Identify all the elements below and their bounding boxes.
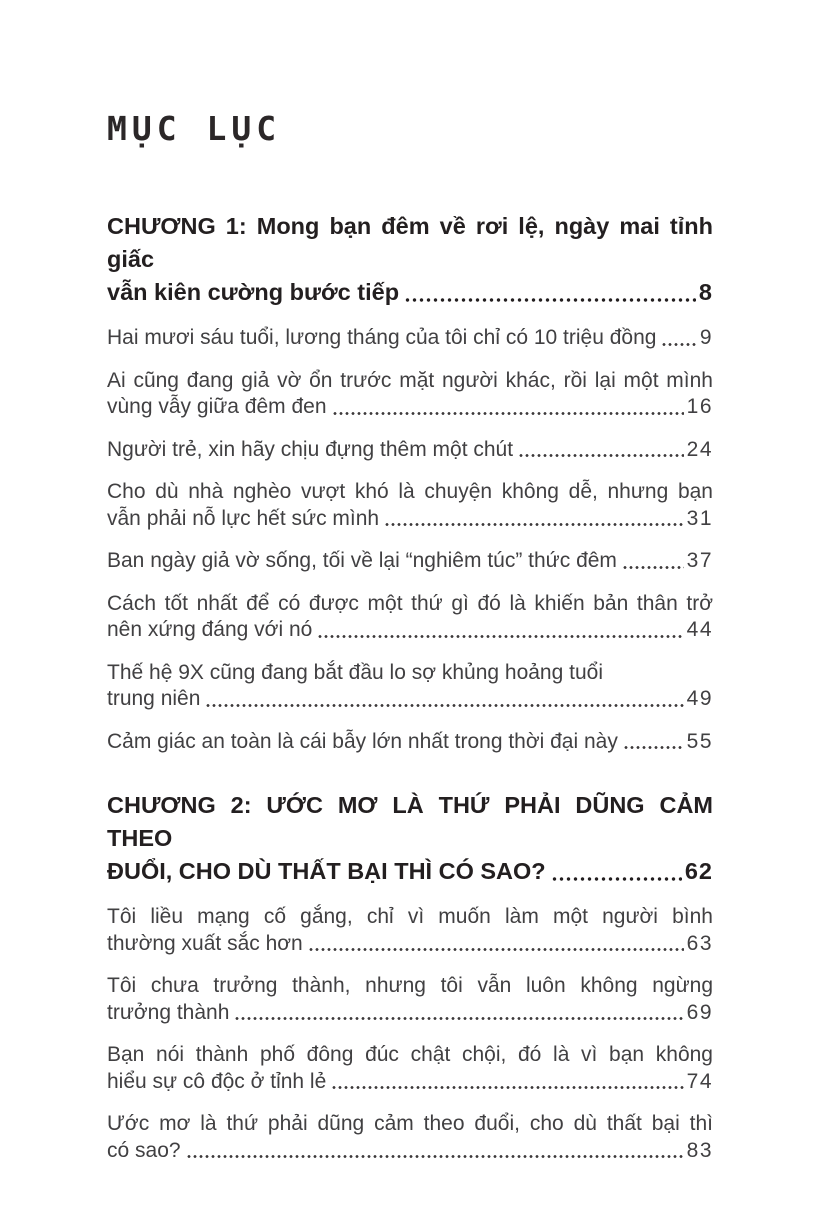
entry-lastline bbox=[107, 1138, 713, 1165]
entry-title: hiểu sự cô độc ở tỉnh lẻ bbox=[107, 1069, 327, 1093]
chapter-heading-line1: CHƯƠNG 1: Mong bạn đêm về rơi lệ, ngày mai tỉnh giấc bbox=[107, 213, 713, 272]
entry-page-number: 31 bbox=[686, 506, 713, 530]
chapter-heading-lastline bbox=[107, 855, 713, 888]
entry-lastline bbox=[107, 729, 713, 756]
entry-title-line: Tôi liều mạng cố gắng, chỉ vì muốn làm một người bình bbox=[107, 905, 713, 928]
entry-lastline bbox=[107, 617, 713, 644]
chapter-heading bbox=[107, 210, 713, 309]
entry-title-wrapped-lines bbox=[107, 904, 713, 931]
entry-page-number: 49 bbox=[686, 687, 713, 710]
chapter-page-number: 8 bbox=[698, 279, 713, 305]
dot-leader bbox=[317, 633, 683, 640]
chapter-page-number: 62 bbox=[684, 858, 713, 884]
entry-lastline bbox=[107, 1000, 713, 1027]
entry-title: có sao? bbox=[107, 1138, 181, 1162]
toc-entry bbox=[107, 591, 713, 644]
dot-leader bbox=[661, 341, 696, 348]
entry-title: Cảm giác an toàn là cái bẫy lớn nhất trong thời đại này bbox=[107, 729, 618, 753]
chapter-heading bbox=[107, 789, 713, 888]
entry-lastline bbox=[107, 437, 713, 464]
toc-sections bbox=[107, 210, 713, 1164]
dot-leader bbox=[623, 744, 684, 751]
toc-entry bbox=[107, 479, 713, 532]
toc-entry bbox=[107, 660, 713, 713]
entry-title: trung niên bbox=[107, 687, 201, 710]
entry-lastline bbox=[107, 931, 713, 958]
entry-lastline bbox=[107, 506, 713, 533]
toc-entry bbox=[107, 368, 713, 421]
toc-entry bbox=[107, 729, 713, 756]
entry-title-wrapped-lines bbox=[107, 660, 713, 687]
entry-page-number: 37 bbox=[686, 549, 713, 572]
toc-entry bbox=[107, 904, 713, 957]
toc-entry bbox=[107, 973, 713, 1026]
chapter-heading-text: ĐUỔI, CHO DÙ THẤT BẠI THÌ CÓ SAO? bbox=[107, 858, 546, 884]
entry-lastline bbox=[107, 686, 713, 713]
dot-leader bbox=[551, 875, 682, 883]
entry-page-number: 44 bbox=[686, 618, 713, 641]
entry-page-number: 74 bbox=[686, 1069, 713, 1093]
chapter-heading-line1: CHƯƠNG 2: ƯỚC MƠ LÀ THỨ PHẢI DŨNG CẢM THEO bbox=[107, 792, 713, 851]
entry-title-line: Tôi chưa trưởng thành, nhưng tôi vẫn luôn không ngừng bbox=[107, 974, 713, 997]
entry-page-number: 24 bbox=[686, 437, 713, 461]
entry-title: vẫn phải nỗ lực hết sức mình bbox=[107, 506, 380, 530]
entry-page-number: 83 bbox=[686, 1138, 713, 1162]
dot-leader bbox=[622, 564, 684, 571]
dot-leader bbox=[404, 296, 696, 304]
entry-title: Hai mươi sáu tuổi, lương tháng của tôi chỉ có 10 triệu đồng bbox=[107, 326, 657, 349]
entry-title: vùng vẫy giữa đêm đen bbox=[107, 395, 327, 418]
dot-leader bbox=[331, 1084, 683, 1091]
toc-entry bbox=[107, 1042, 713, 1095]
toc-entry bbox=[107, 437, 713, 464]
page-title: MỤC LỤC bbox=[107, 109, 282, 148]
chapter-entries bbox=[107, 325, 713, 755]
chapter-heading-text: vẫn kiên cường bước tiếp bbox=[107, 279, 400, 305]
entry-title-line: Cho dù nhà nghèo vượt khó là chuyện không dễ, nhưng bạn bbox=[107, 480, 713, 503]
entry-page-number: 63 bbox=[686, 931, 713, 955]
dot-leader bbox=[384, 521, 684, 528]
entry-title-wrapped-lines bbox=[107, 1042, 713, 1069]
entry-lastline bbox=[107, 1069, 713, 1096]
chapter-entries bbox=[107, 904, 713, 1164]
dot-leader bbox=[332, 410, 684, 417]
entry-title-wrapped-lines bbox=[107, 973, 713, 1000]
entry-title: nên xứng đáng với nó bbox=[107, 618, 313, 641]
entry-title: Ban ngày giả vờ sống, tối về lại “nghiêm túc” thức đêm bbox=[107, 549, 617, 572]
entry-lastline bbox=[107, 325, 713, 352]
chapter-heading-lastline bbox=[107, 276, 713, 309]
entry-lastline bbox=[107, 548, 713, 575]
entry-title: trưởng thành bbox=[107, 1000, 230, 1024]
entry-title-wrapped-lines bbox=[107, 1111, 713, 1138]
entry-title-line: Ước mơ là thứ phải dũng cảm theo đuổi, cho dù thất bại thì bbox=[107, 1112, 713, 1135]
entry-page-number: 55 bbox=[686, 729, 713, 753]
toc-entry bbox=[107, 325, 713, 352]
entry-title-wrapped-lines bbox=[107, 591, 713, 618]
entry-title-line: Ai cũng đang giả vờ ổn trước mặt người khác, rồi lại một mình bbox=[107, 368, 713, 392]
toc-section bbox=[107, 789, 713, 1164]
toc-section bbox=[107, 210, 713, 755]
dot-leader bbox=[308, 946, 684, 953]
toc-entry bbox=[107, 1111, 713, 1164]
dot-leader bbox=[205, 702, 683, 709]
entry-title-wrapped-lines bbox=[107, 368, 713, 395]
entry-page-number: 16 bbox=[686, 395, 713, 418]
entry-page-number: 9 bbox=[699, 326, 713, 349]
entry-title-line: Cách tốt nhất để có được một thứ gì đó là khiến bản thân trở bbox=[107, 591, 713, 615]
entry-title-wrapped-lines bbox=[107, 479, 713, 506]
entry-lastline bbox=[107, 394, 713, 421]
dot-leader bbox=[186, 1153, 684, 1160]
entry-title: thường xuất sắc hơn bbox=[107, 931, 303, 955]
entry-title: Người trẻ, xin hãy chịu đựng thêm một chút bbox=[107, 437, 514, 461]
dot-leader bbox=[234, 1015, 683, 1022]
dot-leader bbox=[518, 452, 684, 459]
entry-page-number: 69 bbox=[686, 1000, 713, 1024]
entry-title-line: Thế hệ 9X cũng đang bắt đầu lo sợ khủng hoảng tuổi bbox=[107, 660, 603, 684]
entry-title-line: Bạn nói thành phố đông đúc chật chội, đó là vì bạn không bbox=[107, 1043, 713, 1066]
toc-entry bbox=[107, 548, 713, 575]
